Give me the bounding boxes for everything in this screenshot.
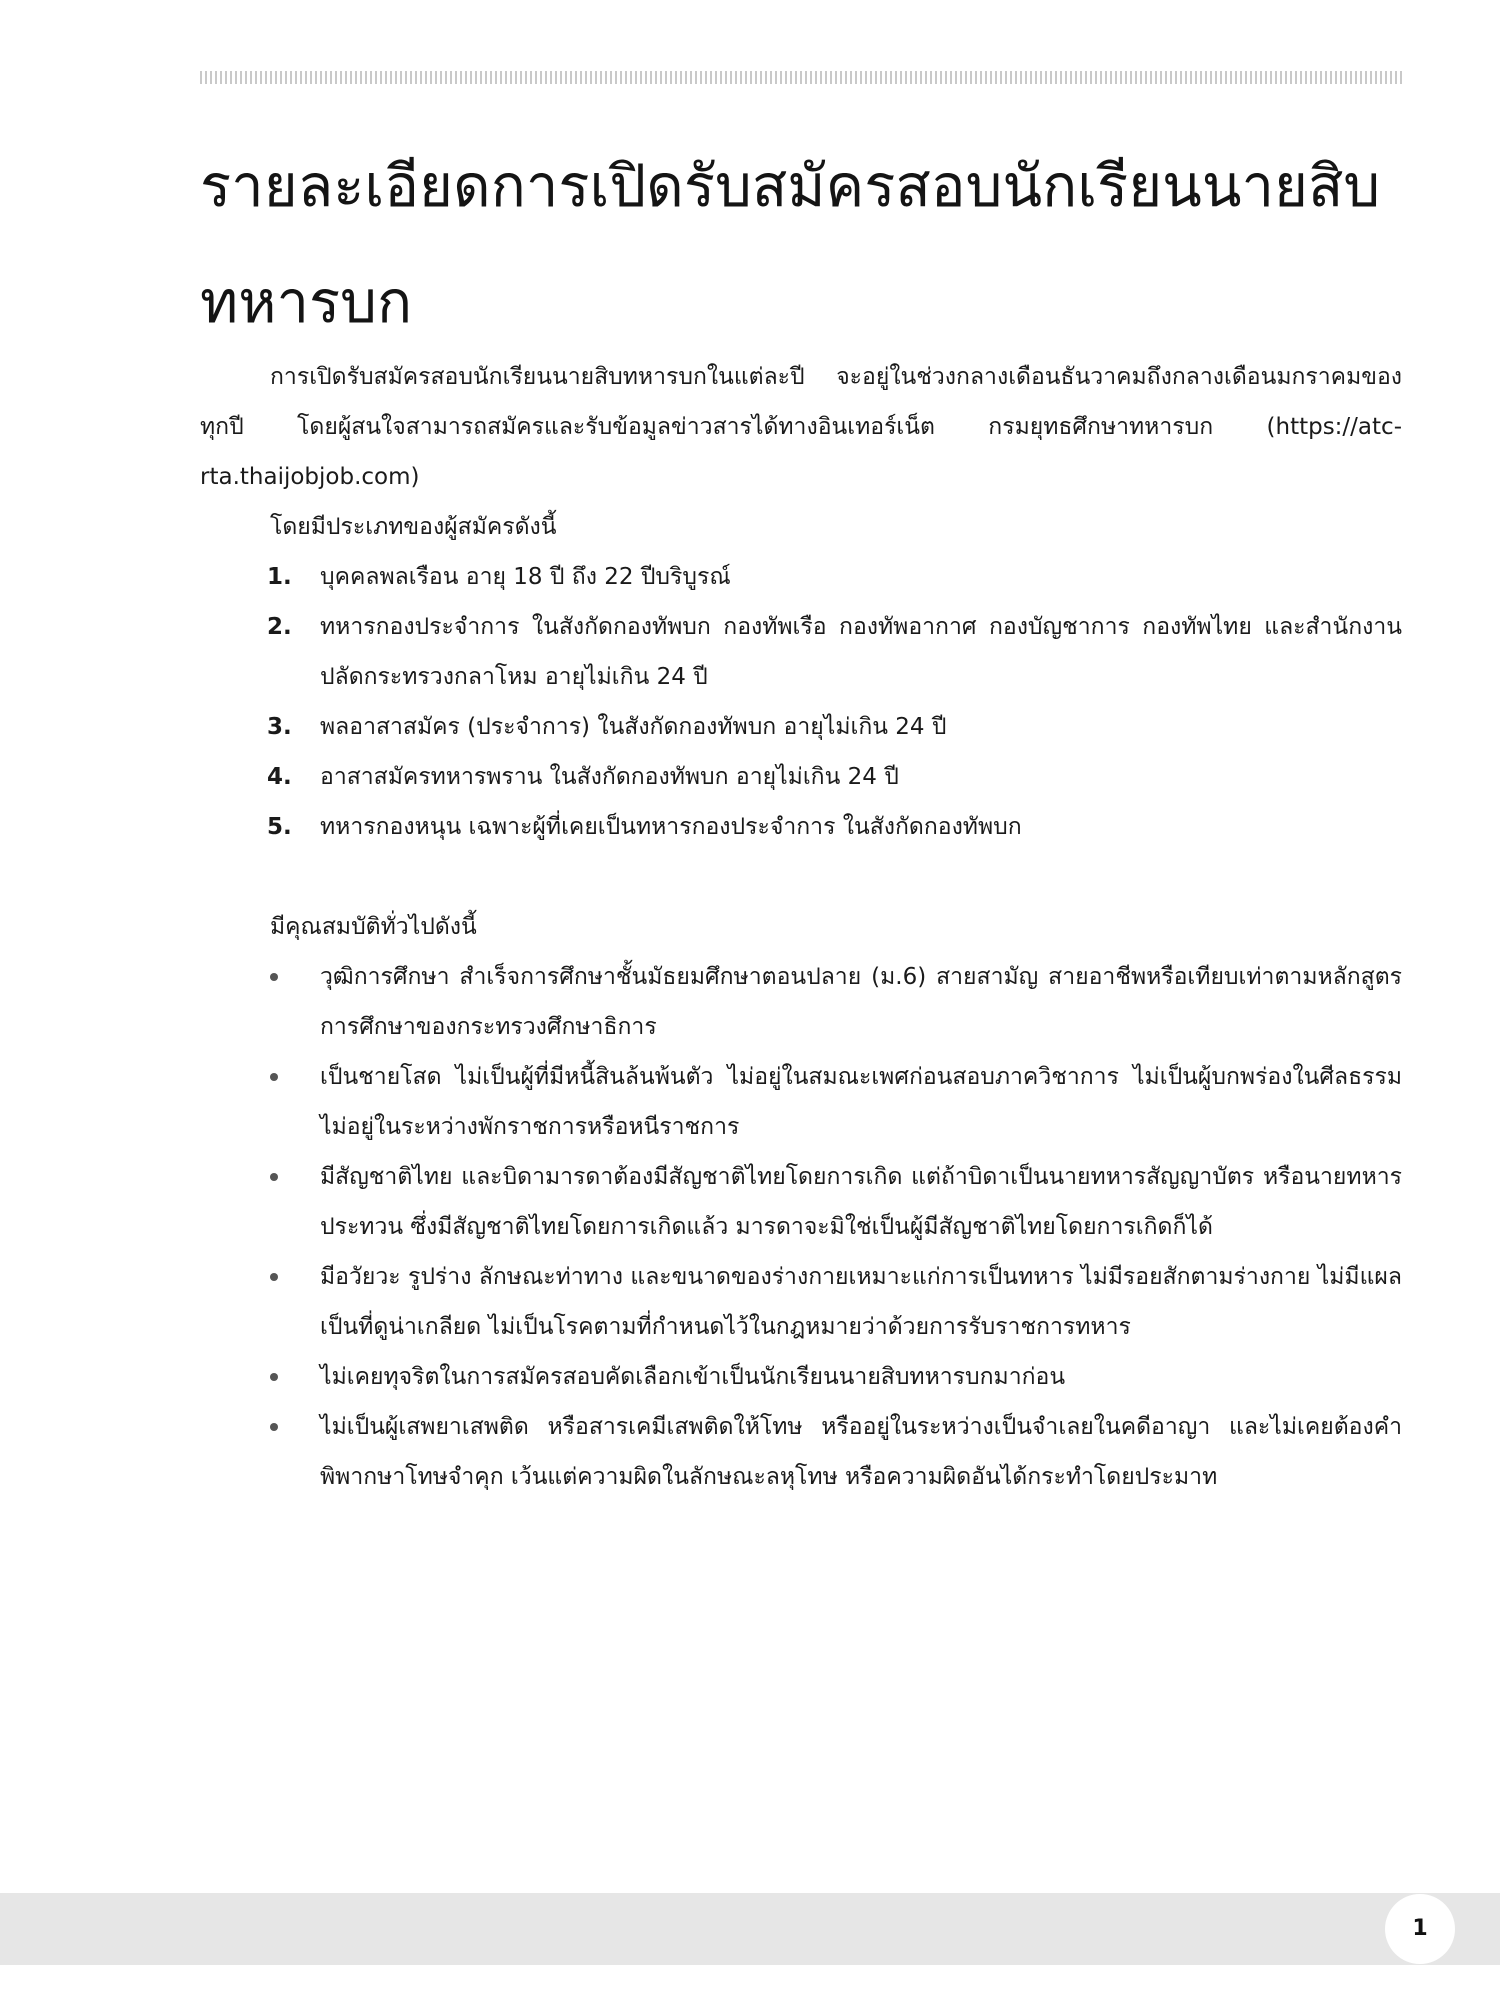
qualification-item: [200, 1352, 1402, 1402]
item-text: วุฒิการศึกษา สำเร็จการศึกษาชั้นมัธยมศึกษาตอนปลาย (ม.6) สายสามัญ สายอาชีพหรือเทียบเท่าตามหลักสูตรการศึกษาของกระทรวงศึกษาธิการ: [320, 964, 1402, 1040]
page-title: รายละเอียดการเปิดรับสมัครสอบนักเรียนนายสิบทหารบก: [200, 152, 1381, 336]
qualifications-list: [200, 952, 1402, 1502]
item-text: เป็นชายโสด ไม่เป็นผู้ที่มีหนี้สินล้นพ้นตัว ไม่อยู่ในสมณะเพศก่อนสอบภาควิชาการ ไม่เป็นผู้บกพร่องในศีลธรรม ไม่อยู่ในระหว่างพักราชการหรือหนีราชการ: [320, 1064, 1402, 1140]
item-text: ไม่เป็นผู้เสพยาเสพติด หรือสารเคมีเสพติดให้โทษ หรืออยู่ในระหว่างเป็นจำเลยในคดีอาญา และไม่เคยต้องคำพิพากษาโทษจำคุก เว้นแต่ความผิดในลักษณะลหุโทษ หรือความผิดอันได้กระทำโดยประมาท: [320, 1414, 1402, 1490]
item-number: 3.: [267, 714, 292, 740]
intro-paragraph: [200, 352, 1402, 502]
item-text: ไม่เคยทุจริตในการสมัครสอบคัดเลือกเข้าเป็นนักเรียนนายสิบทหารบกมาก่อน: [320, 1364, 1066, 1390]
qualification-item: [200, 1252, 1402, 1352]
applicant-type-item: [200, 602, 1402, 702]
bullet-icon: [270, 1073, 278, 1081]
applicant-types-list: [200, 552, 1402, 852]
item-number: 4.: [267, 764, 292, 790]
qualification-item: [200, 1152, 1402, 1252]
page-number: 1: [1385, 1894, 1455, 1964]
document-body: [200, 352, 1402, 1502]
footer-band: [0, 1893, 1500, 1965]
qualification-item: [200, 1402, 1402, 1502]
item-number: 1.: [267, 564, 292, 590]
qualification-item: [200, 1052, 1402, 1152]
item-text: ทหารกองหนุน เฉพาะผู้ที่เคยเป็นทหารกองประจำการ ในสังกัดกองทัพบก: [320, 814, 1022, 840]
top-decorative-rule: [200, 71, 1402, 84]
intro-text: การเปิดรับสมัครสอบนักเรียนนายสิบทหารบกในแต่ละปี จะอยู่ในช่วงกลางเดือนธันวาคมถึงกลางเดือนมกราคมของทุกปี โดยผู้สนใจสามารถสมัครและรับข้อมูลข่าวสารได้ทางอินเทอร์เน็ต กรมยุทธศึกษาทหารบก: [200, 364, 1402, 440]
item-number: 5.: [267, 814, 292, 840]
applicant-type-item: [200, 802, 1402, 852]
applicant-type-item: [200, 552, 1402, 602]
bullet-icon: [270, 1173, 278, 1181]
intro-url: (https://atc-rta.thaijobjob.com): [200, 414, 1402, 490]
bullet-icon: [270, 1273, 278, 1281]
item-text: บุคคลพลเรือน อายุ 18 ปี ถึง 22 ปีบริบูรณ์: [320, 564, 731, 590]
item-text: ทหารกองประจำการ ในสังกัดกองทัพบก กองทัพเรือ กองทัพอากาศ กองบัญชาการ กองทัพไทย และสำนักงานปลัดกระทรวงกลาโหม อายุไม่เกิน 24 ปี: [320, 614, 1402, 690]
applicant-type-item: [200, 702, 1402, 752]
item-text: พลอาสาสมัคร (ประจำการ) ในสังกัดกองทัพบก อายุไม่เกิน 24 ปี: [320, 714, 947, 740]
bullet-icon: [270, 973, 278, 981]
bullet-icon: [270, 1373, 278, 1381]
item-text: มีอวัยวะ รูปร่าง ลักษณะท่าทาง และขนาดของร่างกายเหมาะแก่การเป็นทหาร ไม่มีรอยสักตามร่างกาย ไม่มีแผลเป็นที่ดูน่าเกลียด ไม่เป็นโรคตามที่กำหนดไว้ในกฎหมายว่าด้วยการรับราชการทหาร: [320, 1264, 1402, 1340]
applicant-types-lead: โดยมีประเภทของผู้สมัครดังนี้: [270, 514, 557, 540]
qualification-item: [200, 952, 1402, 1052]
qualifications-lead: มีคุณสมบัติทั่วไปดังนี้: [270, 914, 477, 940]
item-text: มีสัญชาติไทย และบิดามารดาต้องมีสัญชาติไทยโดยการเกิด แต่ถ้าบิดาเป็นนายทหารสัญญาบัตร หรือนายทหารประทวน ซึ่งมีสัญชาติไทยโดยการเกิดแล้ว มารดาจะมิใช่เป็นผู้มีสัญชาติไทยโดยการเกิดก็ได้: [320, 1164, 1402, 1240]
bullet-icon: [270, 1423, 278, 1431]
applicant-type-item: [200, 752, 1402, 802]
item-text: อาสาสมัครทหารพราน ในสังกัดกองทัพบก อายุไม่เกิน 24 ปี: [320, 764, 899, 790]
item-number: 2.: [267, 614, 292, 640]
